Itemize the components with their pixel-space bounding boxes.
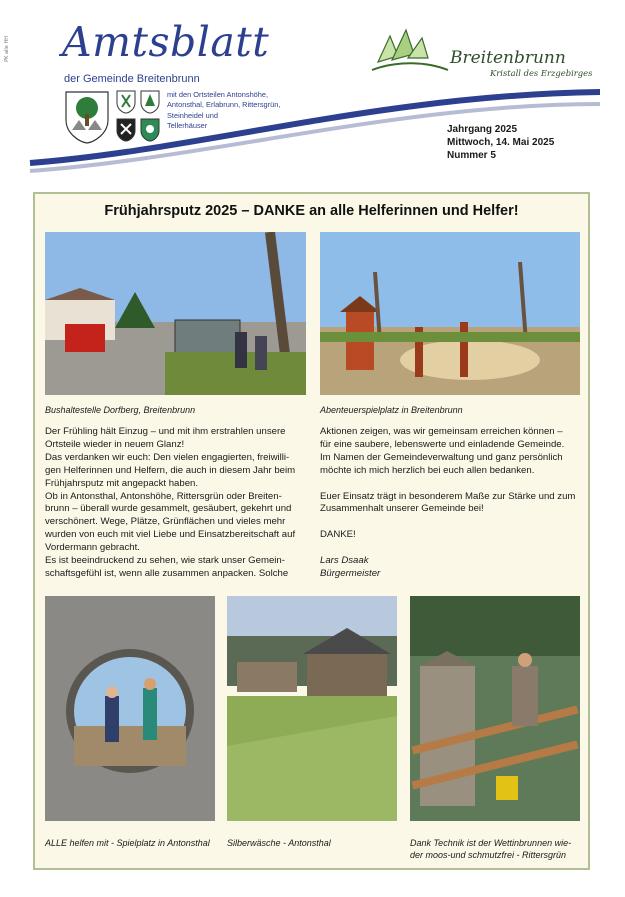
caption-line: der moos-und schmutzfrei - Rittersgrün	[410, 850, 567, 860]
masthead	[0, 0, 625, 185]
text-line: Zusammenhalt unserer Gemeinde bei!	[320, 503, 484, 515]
text-line: Vordermann gebracht.	[45, 542, 140, 554]
text-line: Ob in Antonsthal, Antonshöhe, Rittersgrün oder Breiten-	[45, 490, 282, 502]
caption-line: Dank Technik ist der Wettinbrunnen wie-	[410, 838, 572, 848]
text-line: verschönert. Wege, Plätze, Grünflächen und vieles mehr	[45, 516, 286, 528]
brand-name: Breitenbrunn	[450, 48, 566, 68]
text-line: möchte ich mich herzlich bei euch allen bedanken.	[320, 464, 535, 476]
photo-bus-stop	[45, 232, 306, 395]
caption-tunnel-playground: ALLE helfen mit - Spielplatz in Antonsthal	[45, 838, 210, 848]
text-line: gen Helferinnen und Helfern, die auch in diesem Jahr beim	[45, 464, 296, 476]
text-line: schaftsgefühl ist, wenn alle zusammen anpacken. Solche	[45, 567, 289, 579]
side-code: PK alle HH	[4, 36, 10, 62]
coat-of-arms-group	[64, 90, 164, 144]
signer-role: Bürgermeister	[320, 567, 381, 579]
issue-info	[447, 123, 554, 162]
article-box	[33, 192, 590, 870]
masthead-title: Amtsblatt	[62, 18, 270, 66]
brand-tagline: Kristall des Erzgebirges	[490, 68, 593, 78]
district-line: Antonsthal, Erlabrunn, Rittersgrün,	[167, 100, 281, 110]
caption-wettinbrunnen	[410, 837, 571, 861]
district-line: Steinheidel und	[167, 110, 218, 120]
text-line: Frühjahrsputz mit angepackt haben.	[45, 477, 199, 489]
brand-logo	[368, 26, 600, 88]
signer-name: Lars Dsaak	[320, 555, 369, 567]
tellerhaeuser-crest-icon	[140, 118, 160, 142]
text-line: Aktionen zeigen, was wir gemeinsam erreichen können –	[320, 426, 563, 437]
text-line: Im Namen der Gemeindeverwaltung und ganz persönlich	[320, 451, 563, 463]
erlabrunn-crest-icon	[140, 90, 160, 114]
photo-playground	[320, 232, 580, 395]
crystal-logo-icon	[368, 26, 450, 82]
text-line: wurden von euch mit viel Liebe und Einsatzbereitschaft auf	[45, 529, 296, 541]
text-line: Es ist beeindruckend zu sehen, wie stark unser Gemein-	[45, 555, 285, 567]
text-line: Der Frühling hält Einzug – und mit ihm erstrahlen unsere	[45, 426, 286, 437]
text-line: Das verdanken wir euch: Den vielen engagierten, freiwilli-	[45, 451, 290, 463]
district-line: Tellerhäuser	[167, 120, 208, 130]
article-column-right	[320, 426, 580, 581]
masthead-subtitle: der Gemeinde Breitenbrunn	[64, 73, 200, 85]
caption-silberwaesche: Silberwäsche - Antonsthal	[227, 838, 331, 848]
caption-playground: Abenteuerspielplatz in Breitenbrunn	[320, 405, 463, 415]
thanks-line: DANKE!	[320, 529, 356, 541]
text-line: Euer Einsatz trägt in besonderem Maße zur Stärke und zum	[320, 490, 576, 502]
article-column-left	[45, 426, 306, 581]
antonshoehe-crest-icon	[116, 90, 136, 114]
text-line: brunn – überall wurde gesammelt, gesäubert, gekehrt und	[45, 503, 292, 515]
text-line: Ortsteile wieder in neuem Glanz!	[45, 438, 185, 450]
rittersgruen-crest-icon	[116, 118, 136, 142]
district-line: mit den Ortsteilen Antonshöhe,	[167, 90, 269, 99]
issue-date: Mittwoch, 14. Mai 2025	[447, 137, 555, 148]
breitenbrunn-crest-icon	[64, 90, 110, 144]
issue-number: Nummer 5	[447, 150, 496, 161]
issue-volume: Jahrgang 2025	[447, 124, 518, 135]
article-headline: Frühjahrsputz 2025 – DANKE an alle Helferinnen und Helfer!	[104, 203, 519, 219]
text-line: für eine saubere, lebenswerte und einladende Gemeinde.	[320, 438, 565, 450]
district-list	[167, 90, 327, 131]
photo-tunnel-playground	[45, 596, 215, 821]
caption-bus-stop: Bushaltestelle Dorfberg, Breitenbrunn	[45, 405, 196, 415]
photo-silberwaesche	[227, 596, 397, 821]
photo-wettinbrunnen	[410, 596, 580, 821]
